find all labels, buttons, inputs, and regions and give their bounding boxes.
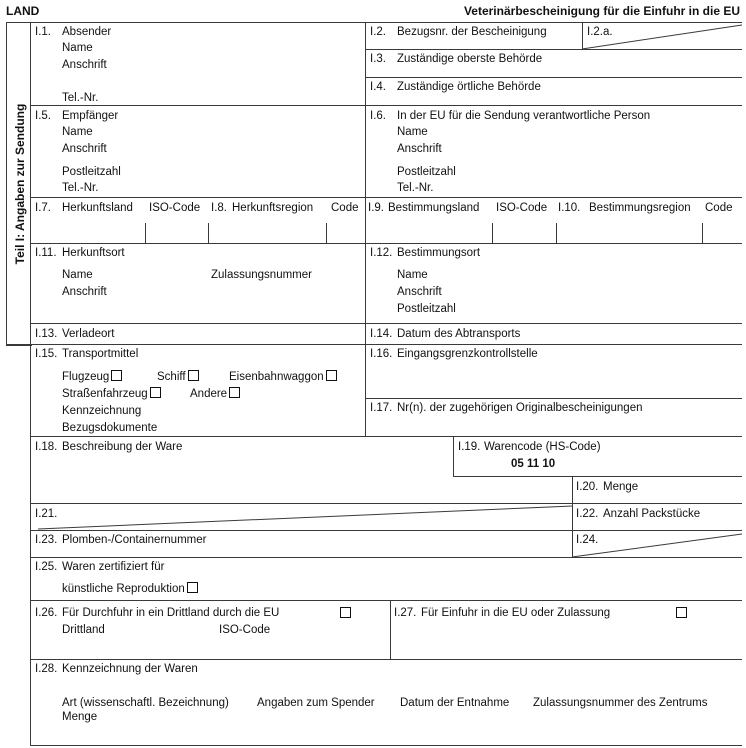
- option-label: künstliche Reproduktion: [62, 583, 185, 595]
- address-label: Anschrift: [62, 286, 107, 298]
- address-label: Anschrift: [397, 143, 442, 155]
- sidebar-bottom-border: [6, 344, 30, 345]
- postcode-label: Postleitzahl: [397, 303, 456, 315]
- third-country-label: Drittland: [62, 624, 105, 636]
- field-i28-identification-of-commodities[interactable]: [31, 660, 742, 745]
- option-label: Flugzeug: [62, 371, 110, 383]
- field-title: Absender: [62, 26, 112, 38]
- field-i16-border-inspection-post[interactable]: [366, 345, 742, 398]
- field-number: I.19.: [458, 441, 481, 453]
- field-i11-place-of-origin[interactable]: [31, 244, 365, 323]
- field-number: I.10.: [558, 202, 581, 214]
- field-i19-commodity-code[interactable]: [454, 437, 742, 476]
- field-number: I.28.: [35, 663, 58, 675]
- iso-code-label: ISO-Code: [219, 624, 271, 636]
- country-header: LAND: [6, 4, 40, 18]
- reference-documents-label: Bezugsdokumente: [62, 422, 158, 434]
- field-title: Verladeort: [62, 328, 115, 340]
- field-title: Eingangsgrenzkontrollstelle: [397, 348, 538, 360]
- postcode-label: Postleitzahl: [62, 166, 121, 178]
- field-number: I.5.: [35, 110, 51, 122]
- iso-code-label: ISO-Code: [496, 202, 548, 214]
- option-label: Straßenfahrzeug: [62, 388, 148, 400]
- field-number: I.8.: [211, 202, 227, 214]
- field-title: Beschreibung der Ware: [62, 441, 183, 453]
- field-number: I.15.: [35, 348, 58, 360]
- field-i6-responsible-person[interactable]: [366, 106, 742, 197]
- field-title: Bestimmungsort: [397, 247, 481, 259]
- field-i25-certified-for[interactable]: [31, 558, 742, 600]
- field-title: Zuständige oberste Behörde: [397, 53, 543, 65]
- artificial-reproduction-checkbox[interactable]: [187, 582, 198, 593]
- transport-option-road-vehicle[interactable]: [62, 387, 161, 400]
- column-collection-date: Datum der Entnahme: [400, 697, 510, 709]
- field-title: Anzahl Packstücke: [603, 508, 701, 520]
- name-label: Name: [62, 126, 93, 138]
- field-number: I.24.: [576, 534, 599, 546]
- subdivider: [208, 223, 209, 243]
- field-number: I.2.: [370, 26, 386, 38]
- field-number: I.1.: [35, 26, 51, 38]
- field-number: I.26.: [35, 607, 58, 619]
- field-i5-consignee[interactable]: [31, 106, 365, 197]
- transit-checkbox[interactable]: [340, 607, 351, 618]
- field-title: Plomben-/Containernummer: [62, 534, 207, 546]
- address-label: Anschrift: [397, 286, 442, 298]
- field-title: Herkunftsort: [62, 247, 125, 259]
- i21-strike-line: [30, 503, 573, 530]
- option-label: Andere: [190, 388, 228, 400]
- field-title: Empfänger: [62, 110, 119, 122]
- field-i14-date-of-departure[interactable]: [366, 324, 742, 344]
- option-label: Eisenbahnwaggon: [229, 371, 324, 383]
- field-title: Menge: [603, 481, 639, 493]
- field-number: I.9.: [368, 202, 384, 214]
- field-i17-original-certificate-numbers[interactable]: [366, 399, 742, 436]
- field-i3-central-authority[interactable]: [366, 50, 742, 77]
- field-title: Nr(n). der zugehörigen Originalbescheinigungen: [397, 402, 643, 414]
- railway-wagon-checkbox[interactable]: [326, 370, 337, 381]
- field-i9-i10-destination[interactable]: [366, 198, 742, 243]
- field-title: Transportmittel: [62, 348, 139, 360]
- section-sidebar: [6, 22, 32, 346]
- iso-code-label: ISO-Code: [149, 202, 201, 214]
- field-title: Zuständige örtliche Behörde: [397, 81, 541, 93]
- field-number: I.27.: [394, 607, 417, 619]
- phone-label: Tel.-Nr.: [62, 182, 99, 194]
- field-number: I.12.: [370, 247, 393, 259]
- ship-checkbox[interactable]: [188, 370, 199, 381]
- subdivider: [702, 223, 703, 243]
- field-number: I.20.: [576, 481, 599, 493]
- identification-label: Kennzeichnung: [62, 405, 142, 417]
- column-centre-approval-number: Zulassungsnummer des Zentrums: [533, 697, 708, 709]
- subdivider: [145, 223, 146, 243]
- field-number: I.21.: [35, 508, 58, 520]
- address-label: Anschrift: [62, 59, 107, 71]
- name-label: Name: [62, 269, 93, 281]
- destination-region-label: Bestimmungsregion: [589, 202, 691, 214]
- code-label: Code: [331, 202, 359, 214]
- hs-code-value: 05 11 10: [511, 458, 556, 470]
- field-number: I.6.: [370, 110, 386, 122]
- i24-strike-line: [572, 530, 742, 558]
- field-i18-description-of-commodity[interactable]: [31, 437, 451, 503]
- field-i12-place-of-destination[interactable]: [366, 244, 742, 323]
- column-quantity: Menge: [62, 711, 98, 723]
- transport-option-airplane[interactable]: [62, 370, 122, 383]
- field-number: I.2.a.: [587, 26, 613, 38]
- field-i1-consignor[interactable]: [31, 23, 365, 105]
- field-number: I.23.: [35, 534, 58, 546]
- field-i15-means-of-transport[interactable]: [31, 345, 365, 436]
- column-donor-info: Angaben zum Spender: [257, 697, 375, 709]
- section-label: Teil I: Angaben zur Sendung: [12, 103, 27, 265]
- import-checkbox[interactable]: [676, 607, 687, 618]
- field-title: Bezugsnr. der Bescheinigung: [397, 26, 547, 38]
- phone-label: Tel.-Nr.: [397, 182, 434, 194]
- transport-option-other[interactable]: [190, 387, 240, 400]
- field-i27-import-or-admission[interactable]: [391, 601, 742, 659]
- name-label: Name: [62, 42, 93, 54]
- field-number: I.18.: [35, 441, 58, 453]
- airplane-checkbox[interactable]: [111, 370, 122, 381]
- field-i13-place-of-loading[interactable]: [31, 324, 365, 344]
- field-i4-local-authority[interactable]: [366, 78, 742, 105]
- field-i23-seal-container-number[interactable]: [31, 531, 572, 557]
- postcode-label: Postleitzahl: [397, 166, 456, 178]
- field-number: I.25.: [35, 561, 58, 573]
- field-number: I.17.: [370, 402, 393, 414]
- field-number: I.11.: [35, 247, 57, 259]
- field-i22-number-of-packages[interactable]: [573, 504, 742, 530]
- subdivider: [556, 223, 557, 243]
- artificial-reproduction-option[interactable]: [62, 582, 198, 595]
- field-i7-i8-origin[interactable]: [31, 198, 365, 243]
- address-label: Anschrift: [62, 143, 107, 155]
- other-checkbox[interactable]: [229, 387, 240, 398]
- origin-region-label: Herkunftsregion: [232, 202, 314, 214]
- i2a-strike-line: [582, 22, 742, 49]
- field-title: Kennzeichnung der Waren: [62, 663, 198, 675]
- field-title: Datum des Abtransports: [397, 328, 521, 340]
- name-label: Name: [397, 269, 428, 281]
- field-number: I.16.: [370, 348, 393, 360]
- code-label: Code: [705, 202, 733, 214]
- name-label: Name: [397, 126, 428, 138]
- field-number: I.22.: [576, 508, 599, 520]
- field-number: I.7.: [35, 202, 51, 214]
- subdivider: [326, 223, 327, 243]
- subdivider: [492, 223, 493, 243]
- field-number: I.13.: [35, 328, 58, 340]
- transport-option-ship[interactable]: [157, 370, 199, 383]
- column-species: Art (wissenschaftl. Bezeichnung): [62, 697, 229, 709]
- field-i26-transit[interactable]: [31, 601, 389, 659]
- field-number: I.14.: [370, 328, 393, 340]
- road-vehicle-checkbox[interactable]: [150, 387, 161, 398]
- approval-number-label: Zulassungsnummer: [211, 269, 312, 281]
- field-number: I.3.: [370, 53, 386, 65]
- form-bottom-border: [30, 745, 742, 746]
- field-title: Für Durchfuhr in ein Drittland durch die EU: [62, 607, 280, 619]
- field-i20-quantity[interactable]: [573, 477, 742, 503]
- field-title: Für Einfuhr in die EU oder Zulassung: [421, 607, 611, 619]
- option-label: Schiff: [157, 371, 186, 383]
- phone-label: Tel.-Nr.: [62, 92, 99, 104]
- field-number: I.4.: [370, 81, 386, 93]
- field-i2-reference-number[interactable]: [366, 23, 582, 49]
- field-title: Waren zertifiziert für: [62, 561, 165, 573]
- destination-country-label: Bestimmungsland: [388, 202, 480, 214]
- field-title: In der EU für die Sendung verantwortliche Person: [397, 110, 651, 122]
- field-title: Warencode (HS-Code): [484, 441, 601, 453]
- transport-option-railway-wagon[interactable]: [229, 370, 337, 383]
- origin-country-label: Herkunftsland: [62, 202, 133, 214]
- certificate-title: Veterinärbescheinigung für die Einfuhr in die EU: [463, 4, 740, 18]
